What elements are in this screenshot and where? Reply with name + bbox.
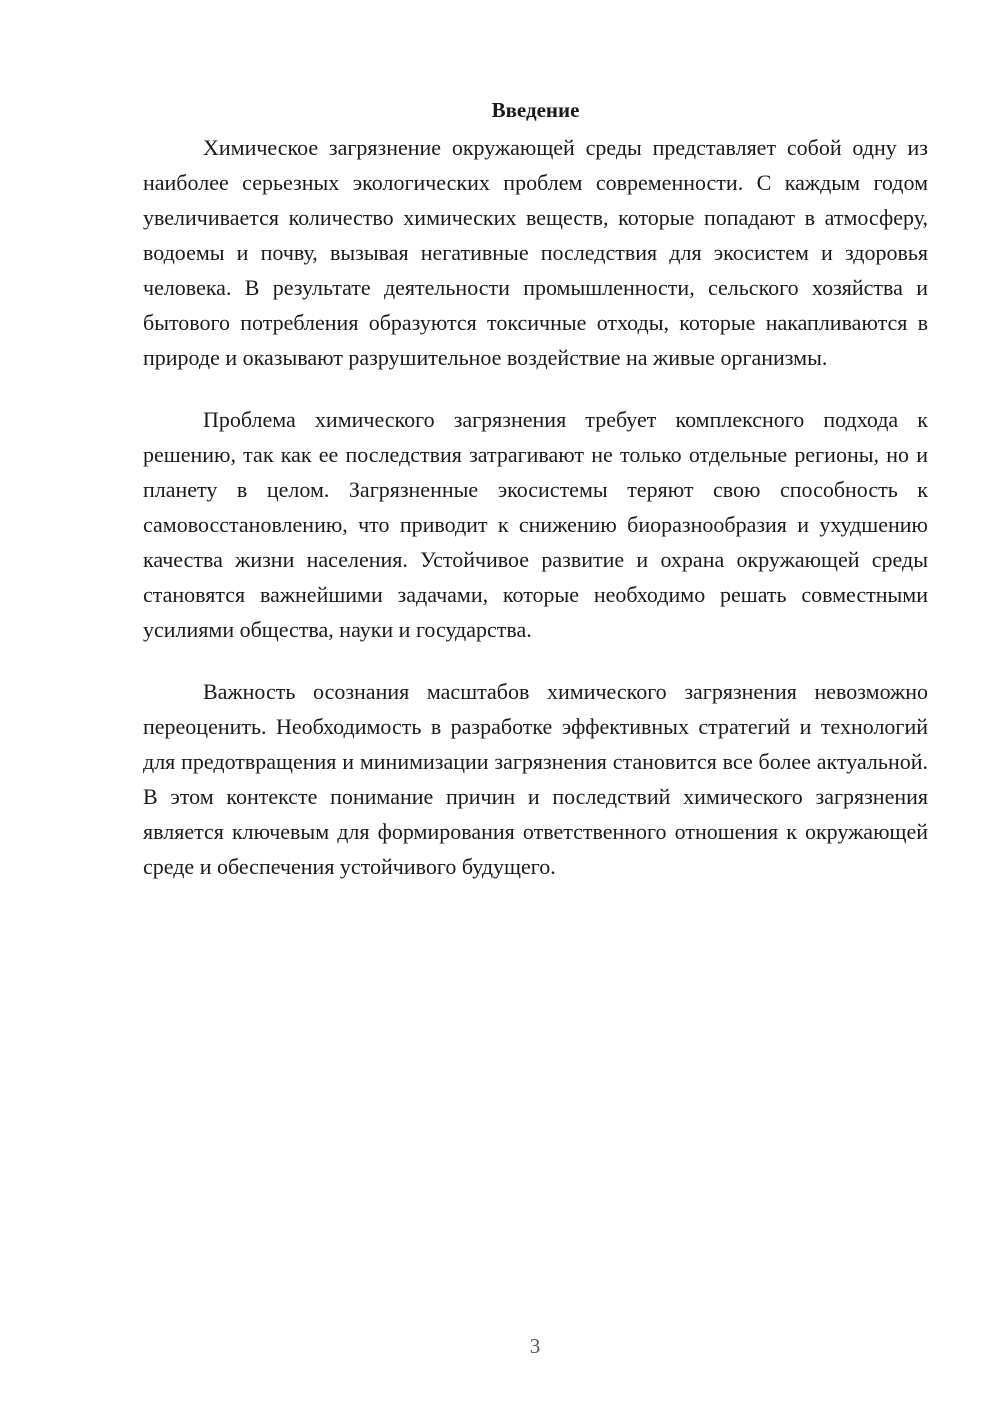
page-number: 3 bbox=[529, 1334, 541, 1358]
section-heading: Введение bbox=[491, 98, 580, 122]
paragraph-2: Проблема химического загрязнения требует комплексного подхода к решению, так как ее последствия затрагивают не только отдельные регионы, но и планету в целом. Загрязненные экосистемы теряют свою способность к самовосстановлению, что приводит к снижению биоразнообразия и ухудшению качества жизни населения. Устойчивое развитие и охрана окружающей среды становятся важнейшими задачами, которые необходимо решать совместными усилиями общества, науки и государства. bbox=[143, 407, 928, 642]
page-content bbox=[143, 92, 928, 911]
paragraph-3: Важность осознания масштабов химического загрязнения невозможно переоценить. Необходимость в разработке эффективных стратегий и технологий для предотвращения и минимизации загрязнения становится все более актуальной. В этом контексте понимание причин и последствий химического загрязнения является ключевым для формирования ответственного отношения к окружающей среде и обеспечения устойчивого будущего. bbox=[143, 679, 928, 879]
paragraph-1: Химическое загрязнение окружающей среды представляет собой одну из наиболее серьезных экологических проблем современности. С каждым годом увеличивается количество химических веществ, которые попадают в атмосферу, водоемы и почву, вызывая негативные последствия для экосистем и здоровья человека. В результате деятельности промышленности, сельского хозяйства и бытового потребления образуются токсичные отходы, которые накапливаются в природе и оказывают разрушительное воздействие на живые организмы. bbox=[143, 135, 928, 370]
